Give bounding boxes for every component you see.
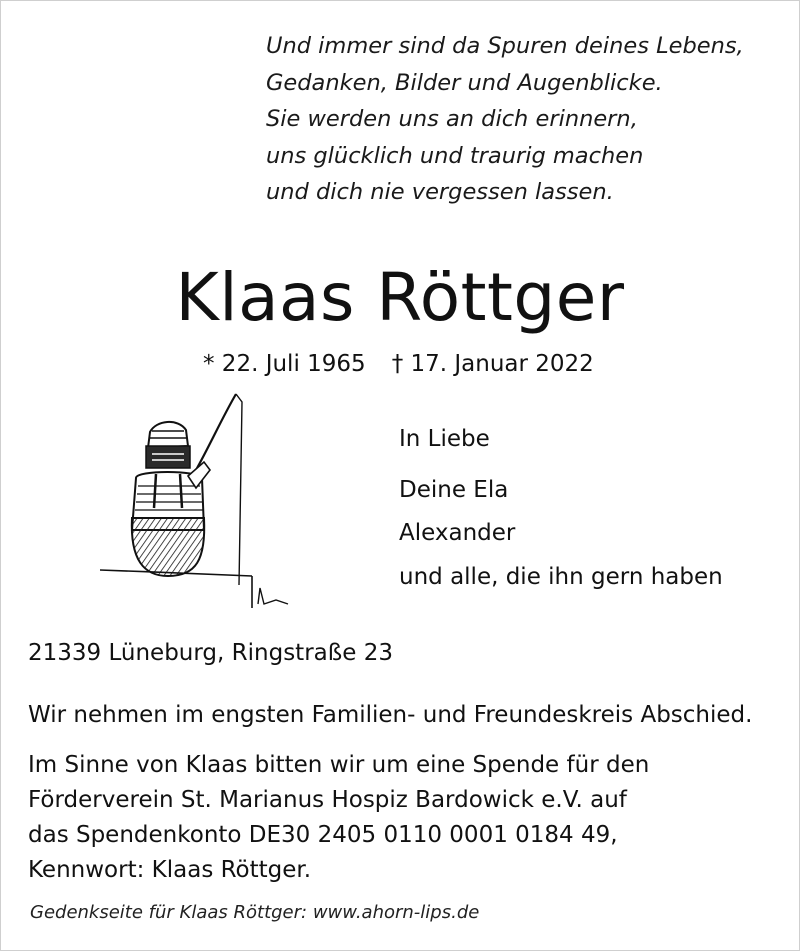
- donation-request: [28, 748, 649, 888]
- birth-date: * 22. Juli 1965: [203, 351, 366, 377]
- death-date: † 17. Januar 2022: [391, 351, 594, 377]
- memorial-page-link: Gedenkseite für Klaas Röttger: www.ahorn-lips.de: [30, 902, 480, 923]
- donation-line: Im Sinne von Klaas bitten wir um eine Spende für den: [28, 752, 650, 778]
- mourner-line: Alexander: [399, 520, 516, 546]
- mourner-line: Deine Ela: [399, 477, 509, 503]
- donation-line: Kennwort: Klaas Röttger.: [28, 857, 312, 883]
- memorial-poem: [266, 28, 786, 211]
- donation-line: das Spendenkonto DE30 2405 0110 0001 0184 49,: [28, 822, 618, 848]
- donation-line: Förderverein St. Marianus Hospiz Bardowick e.V. auf: [28, 787, 627, 813]
- mourner-line: In Liebe: [399, 426, 490, 452]
- deceased-name: Klaas Röttger: [175, 259, 625, 336]
- poem-line: Sie werden uns an dich erinnern,: [266, 106, 638, 132]
- family-address: 21339 Lüneburg, Ringstraße 23: [28, 640, 393, 666]
- fisherman-drawing-icon: [92, 390, 307, 615]
- poem-line: Und immer sind da Spuren deines Lebens,: [266, 33, 744, 59]
- farewell-note: Wir nehmen im engsten Familien- und Freundeskreis Abschied.: [28, 702, 753, 728]
- poem-line: und dich nie vergessen lassen.: [266, 179, 614, 205]
- life-dates: [203, 349, 594, 379]
- mourner-line: und alle, die ihn gern haben: [399, 564, 723, 590]
- poem-line: uns glücklich und traurig machen: [266, 142, 644, 169]
- poem-line: Gedanken, Bilder und Augenblicke.: [266, 69, 663, 96]
